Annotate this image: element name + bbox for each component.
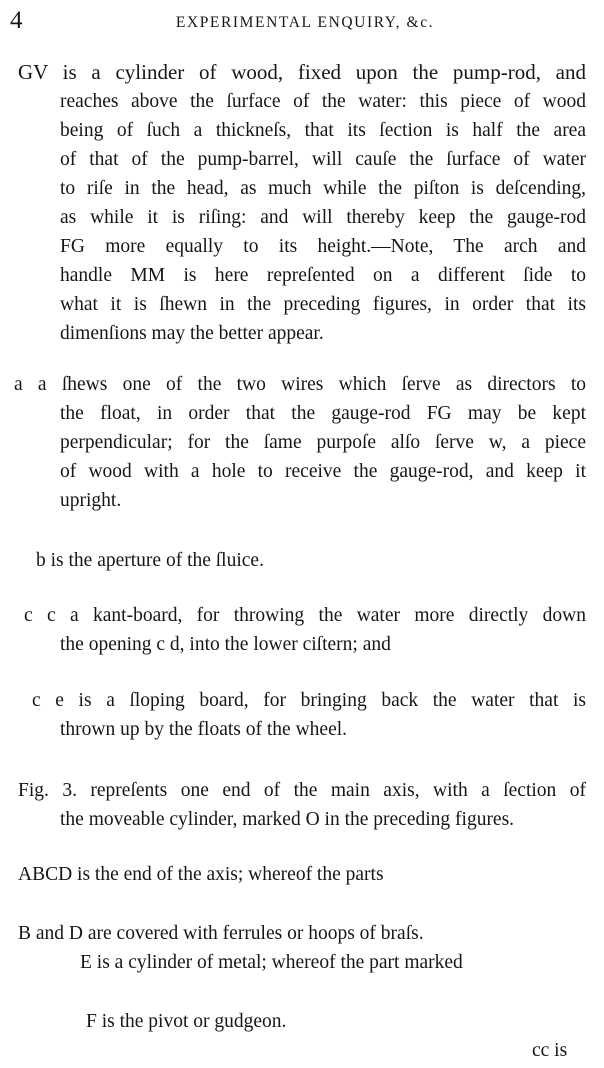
paragraph-abcd bbox=[18, 860, 384, 889]
paragraph-gv bbox=[18, 58, 586, 87]
page-header bbox=[10, 6, 590, 36]
catchword-text: cc is bbox=[532, 1040, 568, 1061]
text-line: handle MM is here repreſented on a different ſide to bbox=[60, 265, 586, 286]
text-line: GV is a cylinder of wood, fixed upon the pump-rod, and bbox=[18, 60, 586, 84]
text-line: a a ſhews one of the two wires which ſerve as directors to bbox=[14, 374, 586, 395]
paragraph-bd bbox=[18, 919, 424, 948]
text-line: upright. bbox=[60, 490, 122, 511]
text-line: to riſe in the head, as much while the piſton is deſcending, bbox=[60, 178, 586, 199]
text-line: the moveable cylinder, marked O in the preceding figures. bbox=[60, 809, 515, 830]
text-line: E is a cylinder of metal; whereof the part marked bbox=[80, 952, 463, 973]
text-line: of wood with a hole to receive the gauge-rod, and keep it bbox=[60, 461, 586, 482]
text-line: ABCD is the end of the axis; whereof the parts bbox=[18, 864, 384, 885]
paragraph-b bbox=[36, 546, 264, 575]
running-head: EXPERIMENTAL ENQUIRY, &c. bbox=[175, 14, 435, 31]
text-line: F is the pivot or gudgeon. bbox=[86, 1011, 287, 1032]
text-line: c c a kant-board, for throwing the water more directly down bbox=[24, 605, 586, 626]
text-line: reaches above the ſurface of the water: this piece of wood bbox=[60, 91, 586, 112]
text-line: b is the aperture of the ſluice. bbox=[36, 550, 264, 571]
paragraph-aa bbox=[14, 370, 586, 399]
text-line: c e is a ſloping board, for bringing back the water that is bbox=[32, 690, 586, 711]
text-line: the opening c d, into the lower ciſtern; and bbox=[60, 634, 391, 655]
paragraph-e bbox=[80, 948, 463, 977]
paragraph-f bbox=[86, 1007, 286, 1036]
paragraph-fig3-continuation bbox=[60, 805, 514, 834]
text-line: B and D are covered with ferrules or hoops of braſs. bbox=[18, 923, 424, 944]
catchword bbox=[532, 1036, 567, 1065]
text-line: perpendicular; for the ſame purpoſe alſo ſerve w, a piece bbox=[60, 432, 586, 453]
paragraph-gv-continuation bbox=[60, 87, 586, 348]
text-line: what it is ſhewn in the preceding figures, in order that its bbox=[60, 294, 586, 315]
text-line: Fig. 3. repreſents one end of the main axis, with a ſection of bbox=[18, 780, 586, 801]
paragraph-fig3 bbox=[18, 776, 586, 805]
text-line: thrown up by the floats of the wheel. bbox=[60, 719, 348, 740]
paragraph-ce bbox=[32, 686, 586, 715]
paragraph-aa-continuation bbox=[60, 399, 586, 515]
text-line: being of ſuch a thickneſs, that its ſection is half the area bbox=[60, 120, 586, 141]
text-line: the float, in order that the gauge-rod FG may be kept bbox=[60, 403, 586, 424]
text-line: FG more equally to its height.—Note, The arch and bbox=[60, 236, 586, 257]
text-line: of that of the pump-barrel, will cauſe the ſurface of water bbox=[60, 149, 586, 170]
paragraph-ce-continuation bbox=[60, 715, 347, 744]
paragraph-cc-continuation bbox=[60, 630, 391, 659]
paragraph-cc bbox=[24, 601, 586, 630]
text-line: as while it is riſing: and will thereby keep the gauge-rod bbox=[60, 207, 586, 228]
text-line: dimenſions may the better appear. bbox=[60, 323, 324, 344]
page-number: 4 bbox=[10, 7, 23, 34]
